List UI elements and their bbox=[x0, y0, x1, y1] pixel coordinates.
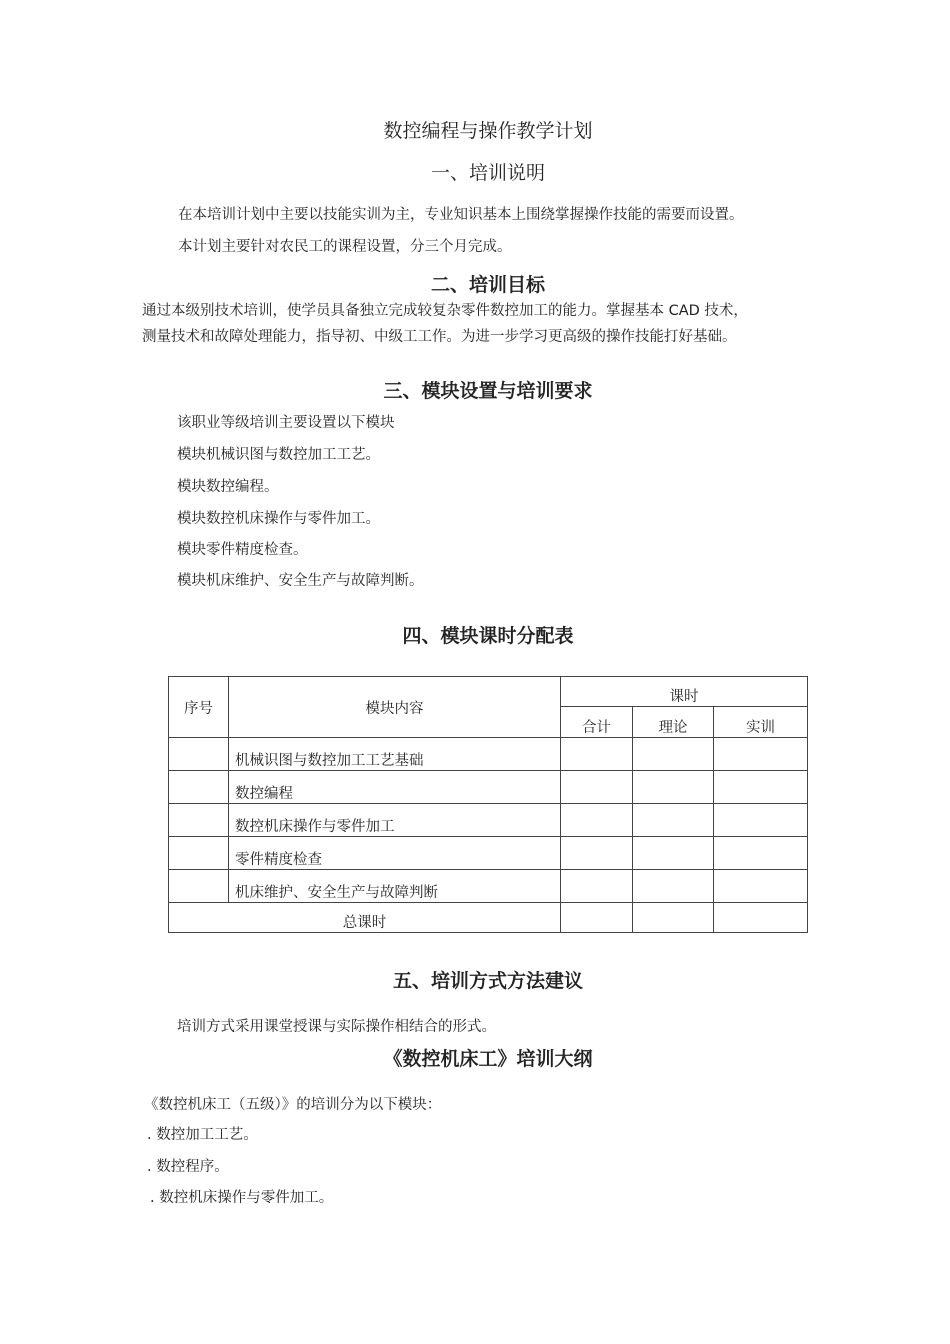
paragraph: 培训方式采用课堂授课与实际操作相结合的形式。 bbox=[177, 1019, 496, 1035]
header-seq: 序号 bbox=[169, 677, 229, 738]
list-item: . 数控加工工艺。 bbox=[147, 1127, 258, 1143]
table-row bbox=[169, 804, 808, 837]
total-row bbox=[169, 903, 808, 933]
paragraph-line: 通过本级别技术培训，使学员具备独立完成较复杂零件数控加工的能力。掌握基本 CAD 技术， bbox=[142, 303, 748, 319]
list-item: 模块机床维护、安全生产与故障判断。 bbox=[177, 573, 424, 589]
table-row bbox=[169, 738, 808, 771]
list-item: . 数控程序。 bbox=[147, 1159, 229, 1175]
table-row bbox=[169, 837, 808, 870]
table-row bbox=[169, 870, 808, 903]
list-item: 模块零件精度检查。 bbox=[177, 542, 308, 558]
paragraph: 在本培训计划中主要以技能实训为主，专业知识基本上围绕掌握操作技能的需要而设置。 bbox=[178, 207, 744, 223]
header-content: 模块内容 bbox=[229, 677, 561, 738]
table-row bbox=[169, 771, 808, 804]
paragraph: 本计划主要针对农民工的课程设置，分三个月完成。 bbox=[178, 239, 512, 255]
module-name: 数控编程 bbox=[229, 771, 561, 804]
section-heading-3: 三、模块设置与培训要求 bbox=[383, 380, 593, 402]
module-name: 机械识图与数控加工工艺基础 bbox=[229, 738, 561, 771]
list-item: 模块机械识图与数控加工工艺。 bbox=[177, 447, 380, 463]
module-name: 机床维护、安全生产与故障判断 bbox=[229, 870, 561, 903]
paragraph: 该职业等级培训主要设置以下模块 bbox=[177, 415, 395, 431]
document-title: 数控编程与操作教学计划 bbox=[383, 120, 593, 142]
header-theory: 理论 bbox=[633, 707, 714, 738]
outline-heading: 《数控机床工》培训大纲 bbox=[383, 1048, 593, 1070]
outline-intro: 《数控机床工（五级）》的培训分为以下模块： bbox=[144, 1097, 442, 1113]
header-hours: 课时 bbox=[561, 677, 808, 707]
section-heading-1: 一、培训说明 bbox=[430, 162, 545, 184]
paragraph-line: 测量技术和故障处理能力，指导初、中级工工作。为进一步学习更高级的操作技能打好基础。 bbox=[142, 329, 737, 345]
hours-table bbox=[168, 676, 808, 933]
list-item: . 数控机床操作与零件加工。 bbox=[150, 1190, 334, 1206]
list-item: 模块数控机床操作与零件加工。 bbox=[177, 511, 380, 527]
module-name: 数控机床操作与零件加工 bbox=[229, 804, 561, 837]
section-heading-4: 四、模块课时分配表 bbox=[402, 625, 574, 647]
total-label: 总课时 bbox=[169, 903, 561, 933]
header-total: 合计 bbox=[561, 707, 633, 738]
header-practice: 实训 bbox=[714, 707, 808, 738]
module-name: 零件精度检查 bbox=[229, 837, 561, 870]
list-item: 模块数控编程。 bbox=[177, 479, 279, 495]
section-heading-5: 五、培训方式方法建议 bbox=[392, 970, 583, 992]
section-heading-2: 二、培训目标 bbox=[430, 274, 545, 296]
